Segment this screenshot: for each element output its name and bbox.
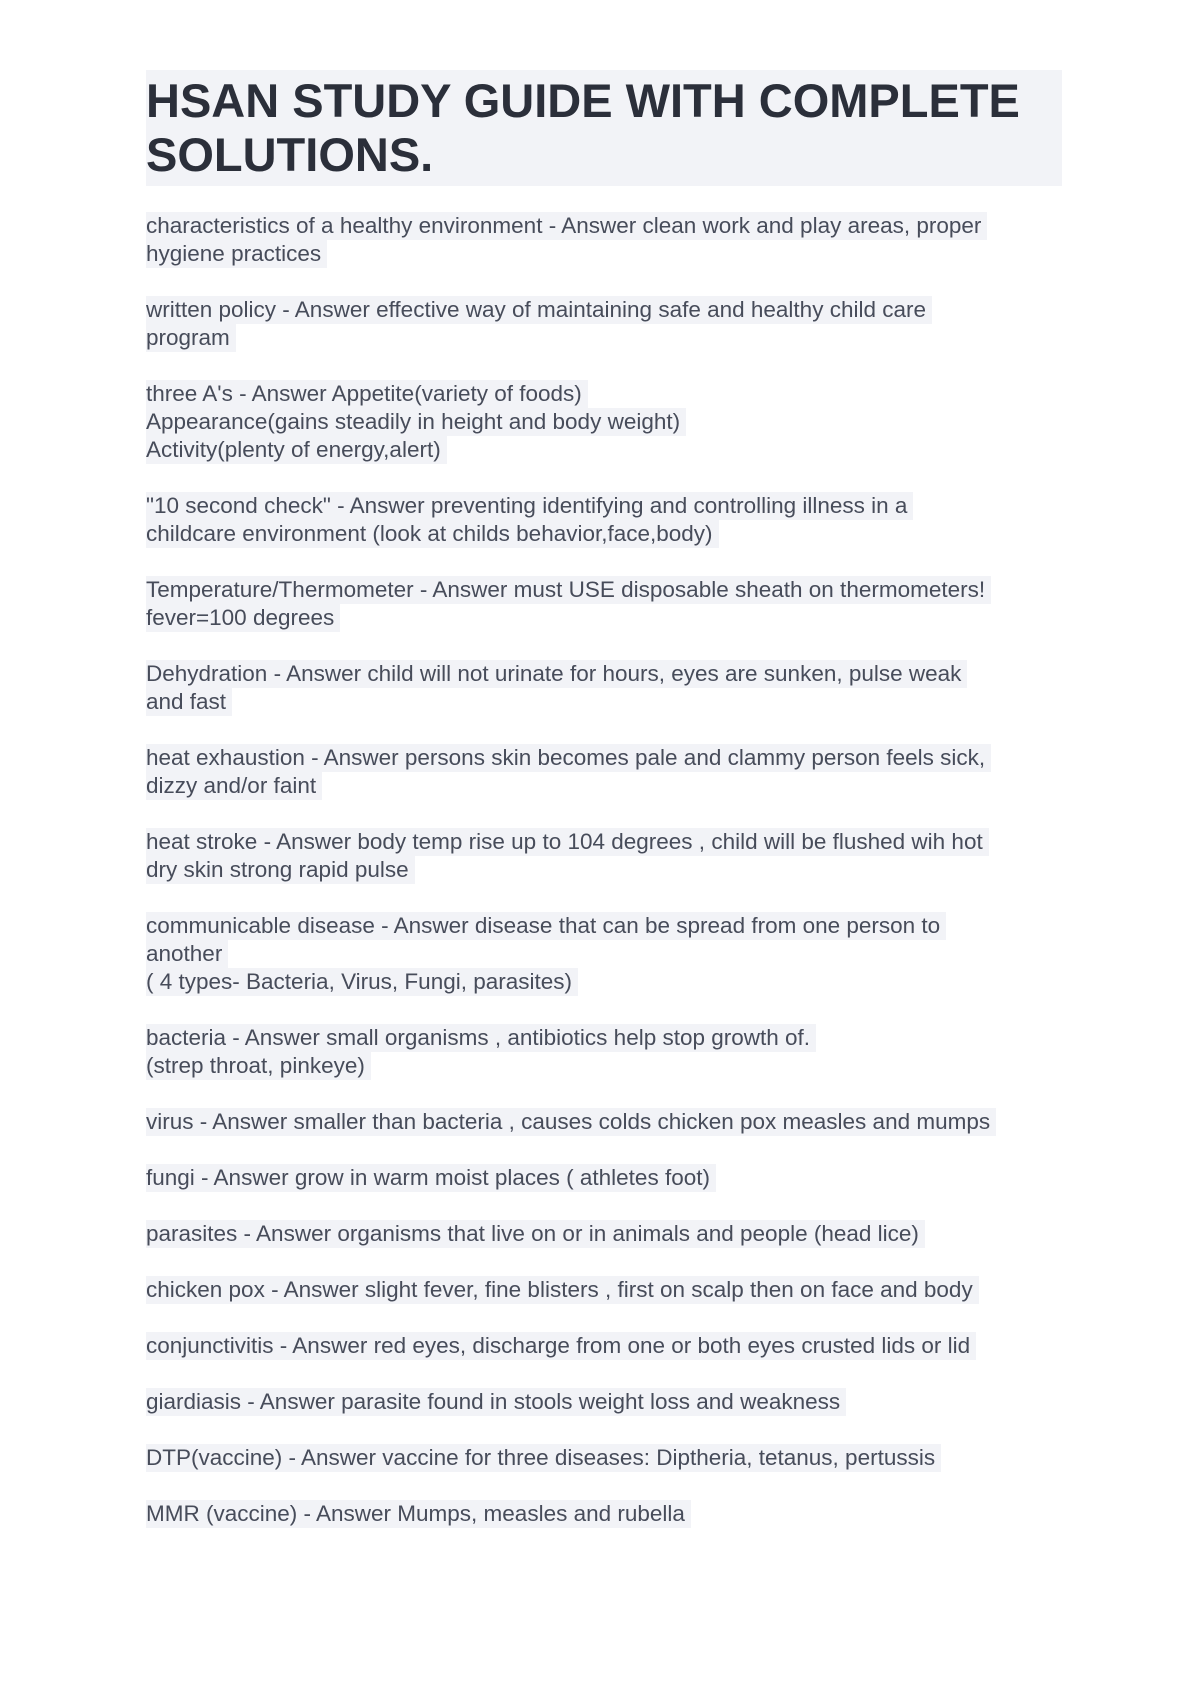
title-line-1: HSAN STUDY GUIDE WITH COMPLETE xyxy=(146,74,1020,127)
qa-entry-line: heat stroke - Answer body temp rise up to 104 degrees , child will be flushed wih hot xyxy=(146,828,989,856)
qa-entry-row xyxy=(146,520,1062,548)
qa-entry-line: bacteria - Answer small organisms , antibiotics help stop growth of. xyxy=(146,1024,816,1052)
qa-entry xyxy=(146,744,1062,800)
qa-entry-row xyxy=(146,324,1062,352)
qa-entry-row xyxy=(146,604,1062,632)
qa-entry-row xyxy=(146,1500,1062,1528)
qa-entry-row xyxy=(146,772,1062,800)
qa-entry-line: "10 second check" - Answer preventing identifying and controlling illness in a xyxy=(146,492,913,520)
qa-entry xyxy=(146,1108,1062,1136)
qa-entry-line: conjunctivitis - Answer red eyes, discharge from one or both eyes crusted lids or lid xyxy=(146,1332,976,1360)
qa-entry-line: program xyxy=(146,324,236,352)
qa-entry-row xyxy=(146,1024,1062,1052)
qa-entry-line: Appearance(gains steadily in height and body weight) xyxy=(146,408,686,436)
qa-entry xyxy=(146,576,1062,632)
qa-entry xyxy=(146,1388,1062,1416)
qa-entry-line: (strep throat, pinkeye) xyxy=(146,1052,371,1080)
qa-entry xyxy=(146,380,1062,464)
qa-entry-row xyxy=(146,688,1062,716)
qa-entry-row xyxy=(146,436,1062,464)
qa-entry-line: Activity(plenty of energy,alert) xyxy=(146,436,447,464)
qa-entry-line: communicable disease - Answer disease that can be spread from one person to xyxy=(146,912,946,940)
qa-entry-row xyxy=(146,940,1062,968)
qa-entry-row xyxy=(146,912,1062,940)
qa-entry-line: giardiasis - Answer parasite found in stools weight loss and weakness xyxy=(146,1388,846,1416)
qa-entry-row xyxy=(146,1052,1062,1080)
qa-entry-row xyxy=(146,856,1062,884)
qa-entry xyxy=(146,660,1062,716)
qa-entry-line: three A's - Answer Appetite(variety of foods) xyxy=(146,380,588,408)
title-line-2: SOLUTIONS. xyxy=(146,128,434,181)
qa-entry-line: written policy - Answer effective way of maintaining safe and healthy child care xyxy=(146,296,932,324)
qa-entry-row xyxy=(146,828,1062,856)
qa-entry-line: Temperature/Thermometer - Answer must USE disposable sheath on thermometers! xyxy=(146,576,991,604)
qa-entry-line: virus - Answer smaller than bacteria , causes colds chicken pox measles and mumps xyxy=(146,1108,996,1136)
qa-entry xyxy=(146,1024,1062,1080)
qa-entry-line: DTP(vaccine) - Answer vaccine for three diseases: Diptheria, tetanus, pertussis xyxy=(146,1444,941,1472)
qa-entry-row xyxy=(146,240,1062,268)
qa-entry xyxy=(146,1220,1062,1248)
qa-entry-line: Dehydration - Answer child will not urinate for hours, eyes are sunken, pulse weak xyxy=(146,660,967,688)
qa-entry-row xyxy=(146,660,1062,688)
qa-entry xyxy=(146,1444,1062,1472)
qa-entry-row xyxy=(146,1220,1062,1248)
page-title xyxy=(146,70,1062,186)
qa-entry-row xyxy=(146,1332,1062,1360)
qa-entry-row xyxy=(146,492,1062,520)
qa-entry xyxy=(146,296,1062,352)
qa-entry-line: heat exhaustion - Answer persons skin becomes pale and clammy person feels sick, xyxy=(146,744,991,772)
qa-entry-row xyxy=(146,212,1062,240)
qa-entry-row xyxy=(146,408,1062,436)
qa-entry xyxy=(146,912,1062,996)
qa-entry-line: parasites - Answer organisms that live on or in animals and people (head lice) xyxy=(146,1220,925,1248)
qa-entry-line: fever=100 degrees xyxy=(146,604,340,632)
qa-entry xyxy=(146,1332,1062,1360)
qa-entry-line: MMR (vaccine) - Answer Mumps, measles and rubella xyxy=(146,1500,691,1528)
qa-entry-line: characteristics of a healthy environment - Answer clean work and play areas, proper xyxy=(146,212,987,240)
qa-entry-line: hygiene practices xyxy=(146,240,327,268)
qa-entry xyxy=(146,492,1062,548)
qa-entry xyxy=(146,212,1062,268)
qa-entry-row xyxy=(146,576,1062,604)
qa-entry-row xyxy=(146,1444,1062,1472)
qa-entry-line: and fast xyxy=(146,688,232,716)
qa-entry-line: ( 4 types- Bacteria, Virus, Fungi, parasites) xyxy=(146,968,578,996)
document-page xyxy=(146,70,1062,1556)
qa-entry-row xyxy=(146,744,1062,772)
qa-entry-line: fungi - Answer grow in warm moist places ( athletes foot) xyxy=(146,1164,716,1192)
qa-list xyxy=(146,212,1062,1528)
qa-entry-row xyxy=(146,968,1062,996)
qa-entry-row xyxy=(146,1276,1062,1304)
qa-entry xyxy=(146,1500,1062,1528)
qa-entry-row xyxy=(146,1388,1062,1416)
qa-entry-row xyxy=(146,296,1062,324)
qa-entry xyxy=(146,1276,1062,1304)
qa-entry-line: another xyxy=(146,940,228,968)
qa-entry-line: dry skin strong rapid pulse xyxy=(146,856,415,884)
qa-entry-line: dizzy and/or faint xyxy=(146,772,322,800)
qa-entry xyxy=(146,1164,1062,1192)
qa-entry-row xyxy=(146,1108,1062,1136)
qa-entry-line: childcare environment (look at childs behavior,face,body) xyxy=(146,520,719,548)
qa-entry xyxy=(146,828,1062,884)
qa-entry-row xyxy=(146,1164,1062,1192)
qa-entry-row xyxy=(146,380,1062,408)
qa-entry-line: chicken pox - Answer slight fever, fine blisters , first on scalp then on face and body xyxy=(146,1276,979,1304)
